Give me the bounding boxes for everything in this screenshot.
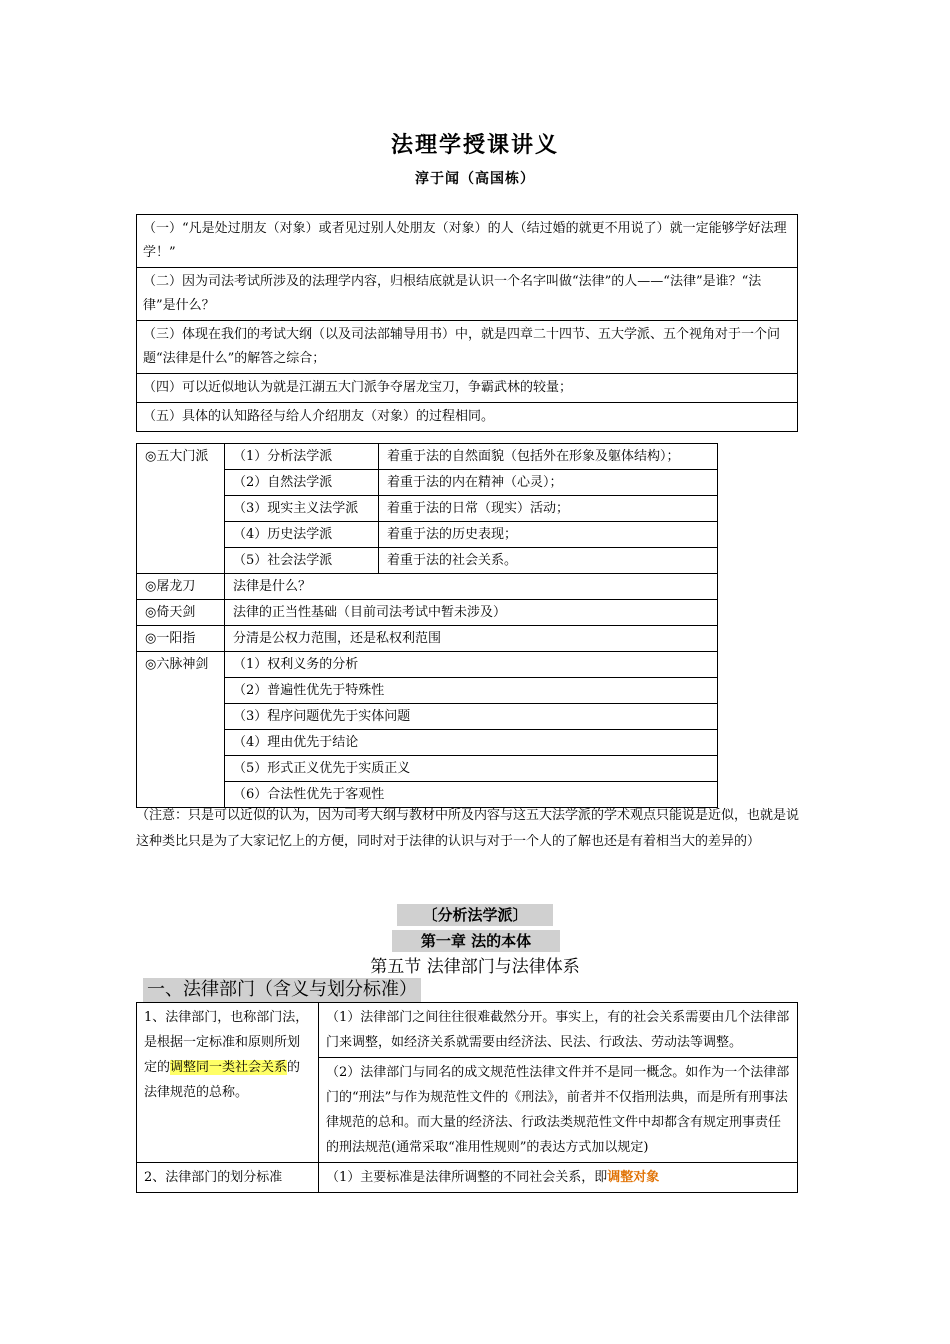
school-desc: 着重于法的内在精神（心灵）；: [379, 470, 718, 496]
intro-table: [136, 214, 798, 432]
page-title: 法理学授课讲义: [390, 133, 559, 158]
table-row: [137, 321, 798, 374]
weapon-label: ◎倚天剑: [137, 600, 225, 626]
chapter-heading: 第一章 法的本体: [392, 930, 560, 952]
table-row: [137, 626, 718, 652]
section-heading: 第五节 法律部门与法律体系: [370, 957, 580, 977]
intro-cell: （一）“凡是处过朋友（对象）或者见过别人处朋友（对象）的人（结过婚的就更不用说了）就一定能够学好法理学！”: [137, 215, 798, 268]
liumai-item: （2）普遍性优先于特殊性: [225, 678, 718, 704]
weapon-text: 法律是什么？: [225, 574, 718, 600]
dept-heading: 一、法律部门（含义与划分标准）: [143, 978, 421, 1002]
table-row: [137, 678, 718, 704]
table-row: [137, 574, 718, 600]
dept-definition: [137, 1003, 319, 1163]
table-row: [137, 444, 718, 470]
liumai-label: ◎六脉神剑: [137, 652, 225, 808]
table-row: [137, 1163, 798, 1193]
table-row: [137, 730, 718, 756]
dept-def-highlight: 调整同一类社会关系: [170, 1060, 288, 1075]
dept-criteria-highlight: 调整对象: [607, 1170, 660, 1185]
dept-table: [136, 1002, 798, 1193]
schools-table: [136, 443, 718, 808]
school-desc: 着重于法的自然面貌（包括外在形象及躯体结构）；: [379, 444, 718, 470]
note-paragraph: （注意：只是可以近似的认为，因为司考大纲与教材中所及内容与这五大法学派的学术观点只能说是近似，也就是说这种类比只是为了大家记忆上的方便，同时对于法律的认识与对于一个人的了解也还是有着相当大的差异的）: [136, 808, 800, 849]
school-name: （3）现实主义法学派: [225, 496, 379, 522]
liumai-item: （1）权利义务的分析: [225, 652, 718, 678]
table-row: [137, 652, 718, 678]
weapon-label: ◎一阳指: [137, 626, 225, 652]
liumai-item: （6）合法性优先于客观性: [225, 782, 718, 808]
liumai-item: （4）理由优先于结论: [225, 730, 718, 756]
school-desc: 着重于法的历史表现；: [379, 522, 718, 548]
dept-criteria: [319, 1163, 798, 1193]
weapon-label: ◎屠龙刀: [137, 574, 225, 600]
table-row: [137, 704, 718, 730]
weapon-text: 法律的正当性基础（目前司法考试中暂未涉及）: [225, 600, 718, 626]
table-row: [137, 215, 798, 268]
intro-cell: （三）体现在我们的考试大纲（以及司法部辅导用书）中，就是四章二十四节、五大学派、五个视角对于一个问题“法律是什么”的解答之综合；: [137, 321, 798, 374]
intro-cell: （四）可以近似地认为就是江湖五大门派争夺屠龙宝刀，争霸武林的较量；: [137, 374, 798, 403]
dept-point: （1）法律部门之间往往很难截然分开。事实上，有的社会关系需要由几个法律部门来调整，如经济关系就需要由经济法、民法、行政法、劳动法等调整。: [319, 1003, 798, 1058]
dept-point: （2）法律部门与同名的成文规范性法律文件并不是同一概念。如作为一个法律部门的“刑法”与作为规范性文件的《刑法》，前者并不仅指刑法典，而是所有刑事法律规范的总和。而大量的经济法、行政法类规范性文件中却都含有规定刑事责任的刑法规范(通常采取“准用性规则”的表达方式加以规定): [319, 1058, 798, 1163]
table-row: [137, 600, 718, 626]
school-name: （2）自然法学派: [225, 470, 379, 496]
school-name: （1）分析法学派: [225, 444, 379, 470]
table-row: [137, 374, 798, 403]
table-row: [137, 756, 718, 782]
table-row: [137, 496, 718, 522]
table-row: [137, 522, 718, 548]
liumai-item: （3）程序问题优先于实体问题: [225, 704, 718, 730]
table-row: [137, 403, 798, 432]
dept-criteria-label: 2、法律部门的划分标准: [137, 1163, 319, 1193]
schools-label: ◎五大门派: [137, 444, 225, 574]
school-name: （5）社会法学派: [225, 548, 379, 574]
dept-def-prefix: 1、法律部门，也称部门法，是根据一定标准和原则所划定的: [144, 1010, 309, 1075]
liumai-item: （5）形式正义优先于实质正义: [225, 756, 718, 782]
table-row: [137, 548, 718, 574]
table-row: [137, 1003, 798, 1058]
school-heading: 〔分析法学派〕: [397, 904, 553, 926]
school-desc: 着重于法的日常（现实）活动；: [379, 496, 718, 522]
table-row: [137, 268, 798, 321]
school-name: （4）历史法学派: [225, 522, 379, 548]
school-desc: 着重于法的社会关系。: [379, 548, 718, 574]
intro-cell: （二）因为司法考试所涉及的法理学内容，归根结底就是认识一个名字叫做“法律”的人——“法律”是谁？“法律”是什么？: [137, 268, 798, 321]
dept-def-suffix: 的法律规范的总称。: [144, 1060, 301, 1100]
author-line: 淳于闻（高国栋）: [415, 171, 535, 187]
weapon-text: 分清是公权力范围，还是私权利范围: [225, 626, 718, 652]
table-row: [137, 470, 718, 496]
dept-criteria-prefix: （1）主要标准是法律所调整的不同社会关系，即: [326, 1170, 608, 1185]
intro-cell: （五）具体的认知路径与给人介绍朋友（对象）的过程相同。: [137, 403, 798, 432]
